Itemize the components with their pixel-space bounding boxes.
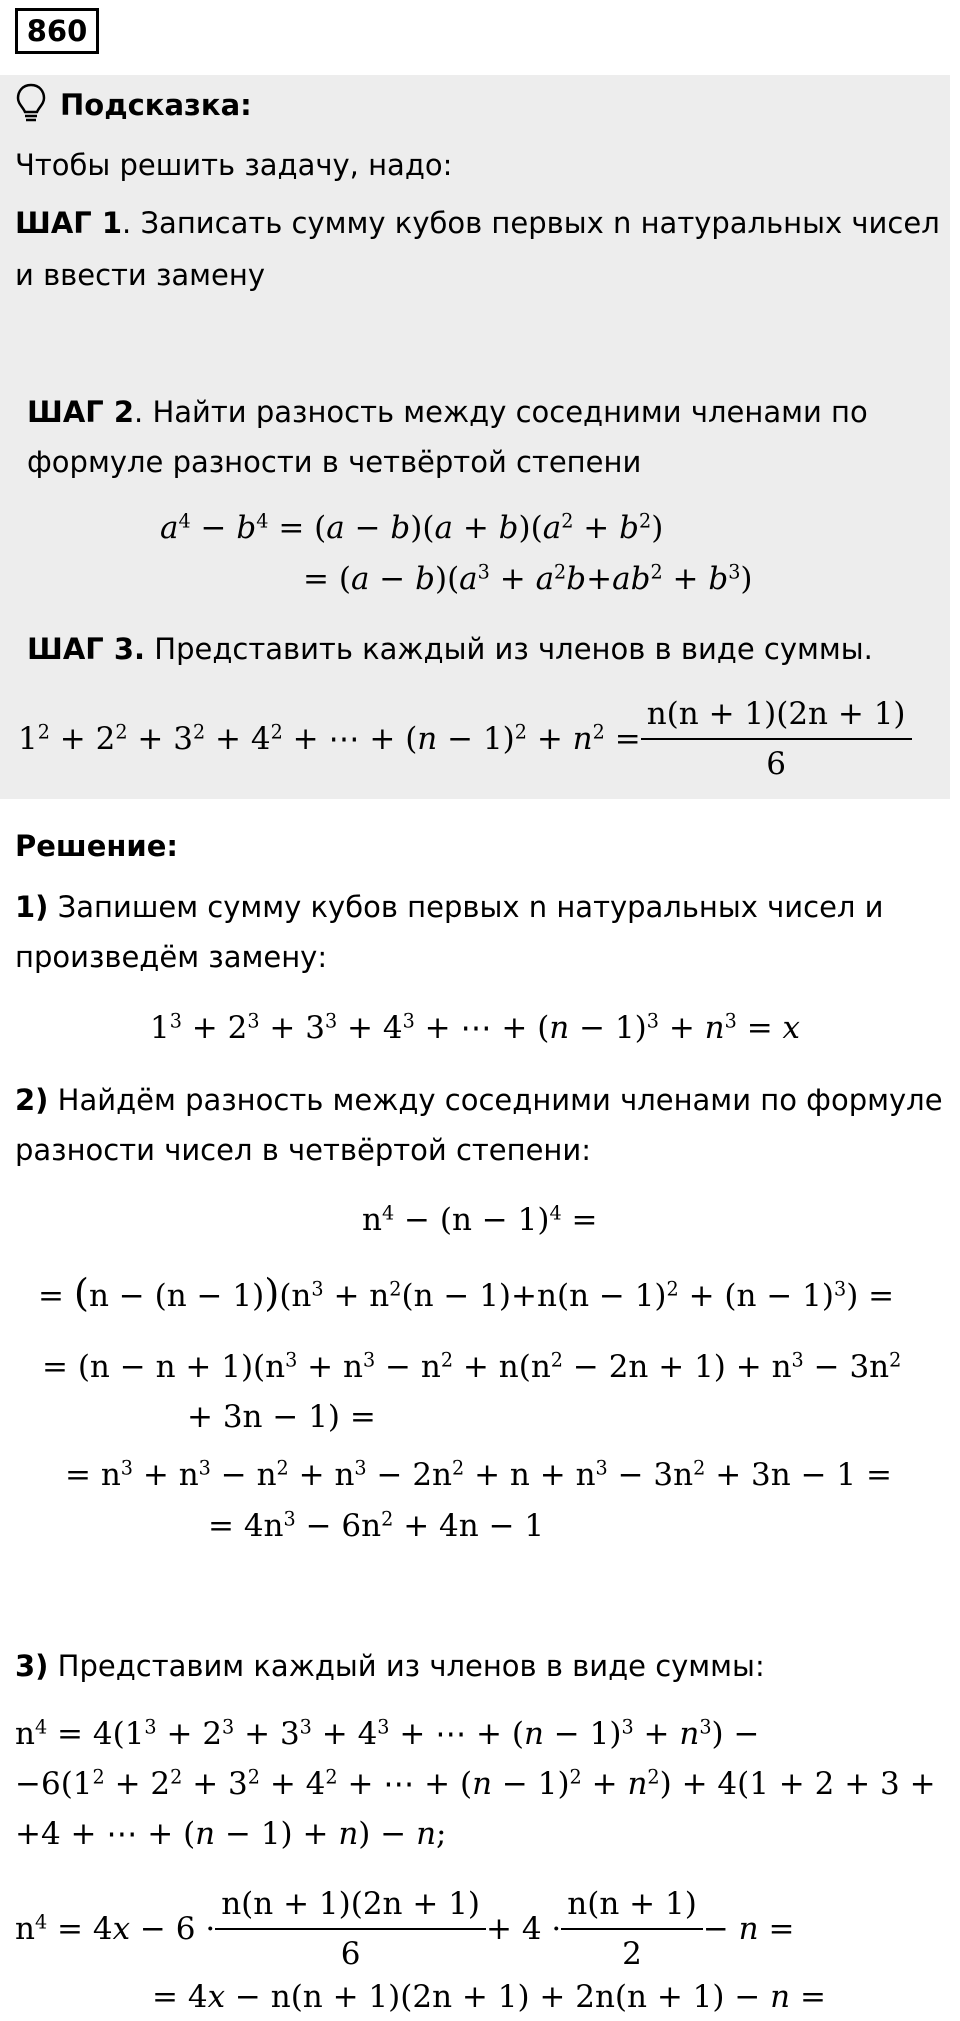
hint-step3: ШАГ 3. Представить каждый из членов в виде суммы. bbox=[27, 632, 873, 666]
hint-formula-diff-fourth: $a^4 - b^4 = (a - b)(a + b)(a^2 + b^2)$ bbox=[160, 509, 664, 546]
sum-line-3: +4 + ⋯ + (n − 1) + n) − n; bbox=[15, 1816, 447, 1852]
sum-line-4: $n^4 = 4x - 6$ · $\frac{n(n + 1)(2n + 1)}{6}$ + 4 · $\frac{n(n + 1)}{2}$ − n = bbox=[15, 1880, 794, 1978]
solution-part1-cont: произведём замену: bbox=[15, 940, 328, 974]
diff-line-3: = $(n - n + 1)(n^3 + n^3 - n^2 + n(n^2 - 2n + 1) + n^3 - 3n^2$ bbox=[42, 1348, 902, 1385]
hint-step2-cont: формуле разности в четвёртой степени bbox=[27, 445, 642, 479]
sum-line-5: = 4x − n(n + 1)(2n + 1) + 2n(n + 1) − n = bbox=[152, 1979, 826, 2015]
solution-title: Решение: bbox=[15, 829, 179, 863]
diff-line-4: = $n^3 + n^3 - n^2 + n^3 - 2n^2 + n + n^3 - 3n^2 + 3n - 1$ = bbox=[65, 1456, 892, 1493]
diff-line-1: $n^4 - (n - 1)^4$ = bbox=[362, 1201, 598, 1238]
diff-line-2: = $(n - (n - 1))(n^3 + n^2(n - 1)+n(n - 1)^2 + (n - 1)^3)$ = bbox=[38, 1271, 895, 1316]
hint-step2: ШАГ 2. Найти разность между соседними членами по bbox=[27, 395, 868, 429]
hint-formula-diff-fourth-cont: = $(a - b)(a^3 + a^2b+ab^2 + b^3)$ bbox=[303, 560, 753, 597]
solution-part2-cont: разности чисел в четвёртой степени: bbox=[15, 1133, 592, 1167]
problem-number: 860 bbox=[15, 8, 99, 54]
hint-step1-cont: и ввести замену bbox=[15, 258, 266, 292]
hint-intro: Чтобы решить задачу, надо: bbox=[15, 148, 453, 182]
solution-part1: 1) Запишем сумму кубов первых n натуральных чисел и bbox=[15, 890, 884, 924]
diff-line-5: = $4n^3 - 6n^2 + 4n - 1$ bbox=[208, 1507, 545, 1544]
fraction-sum-squares: $\frac{n(n + 1)(2n + 1)}{6}$ bbox=[215, 1880, 486, 1978]
hint-step1: ШАГ 1. Записать сумму кубов первых n натуральных чисел bbox=[15, 206, 940, 240]
fraction-sum-naturals: $\frac{n(n + 1)}{2}$ bbox=[561, 1880, 703, 1978]
sum-cubes-equation: $1^3 + 2^3 + 3^3 + 4^3$ + ⋯ + $(n - 1)^3 + n^3 = x$ bbox=[150, 1009, 801, 1046]
hint-fraction: $\frac{n(n + 1)(2n + 1)}{6}$ bbox=[641, 690, 912, 788]
lightbulb-icon bbox=[14, 82, 48, 128]
hint-title: Подсказка: bbox=[60, 88, 252, 122]
solution-part2: 2) Найдём разность между соседними членами по формуле bbox=[15, 1083, 943, 1117]
diff-line-3-cont: + 3n − 1) = bbox=[187, 1399, 376, 1435]
sum-line-1: $n^4 = 4(1^3 + 2^3 + 3^3 + 4^3$ + ⋯ + $(n - 1)^3 + n^3$) − bbox=[15, 1715, 760, 1752]
sum-line-2: $-6(1^2 + 2^2 + 3^2 + 4^2$ + ⋯ + $(n - 1)^2 + n^2) + 4(1 + 2 + 3$ + bbox=[15, 1765, 936, 1802]
solution-part3: 3) Представим каждый из членов в виде суммы: bbox=[15, 1649, 765, 1683]
hint-formula-sum-squares: $1^2 + 2^2 + 3^2 + 4^2$ + ⋯ + $(n - 1)^2 + n^2$ = $\frac{n(n + 1)(2n + 1)}{6}$ bbox=[18, 690, 912, 788]
